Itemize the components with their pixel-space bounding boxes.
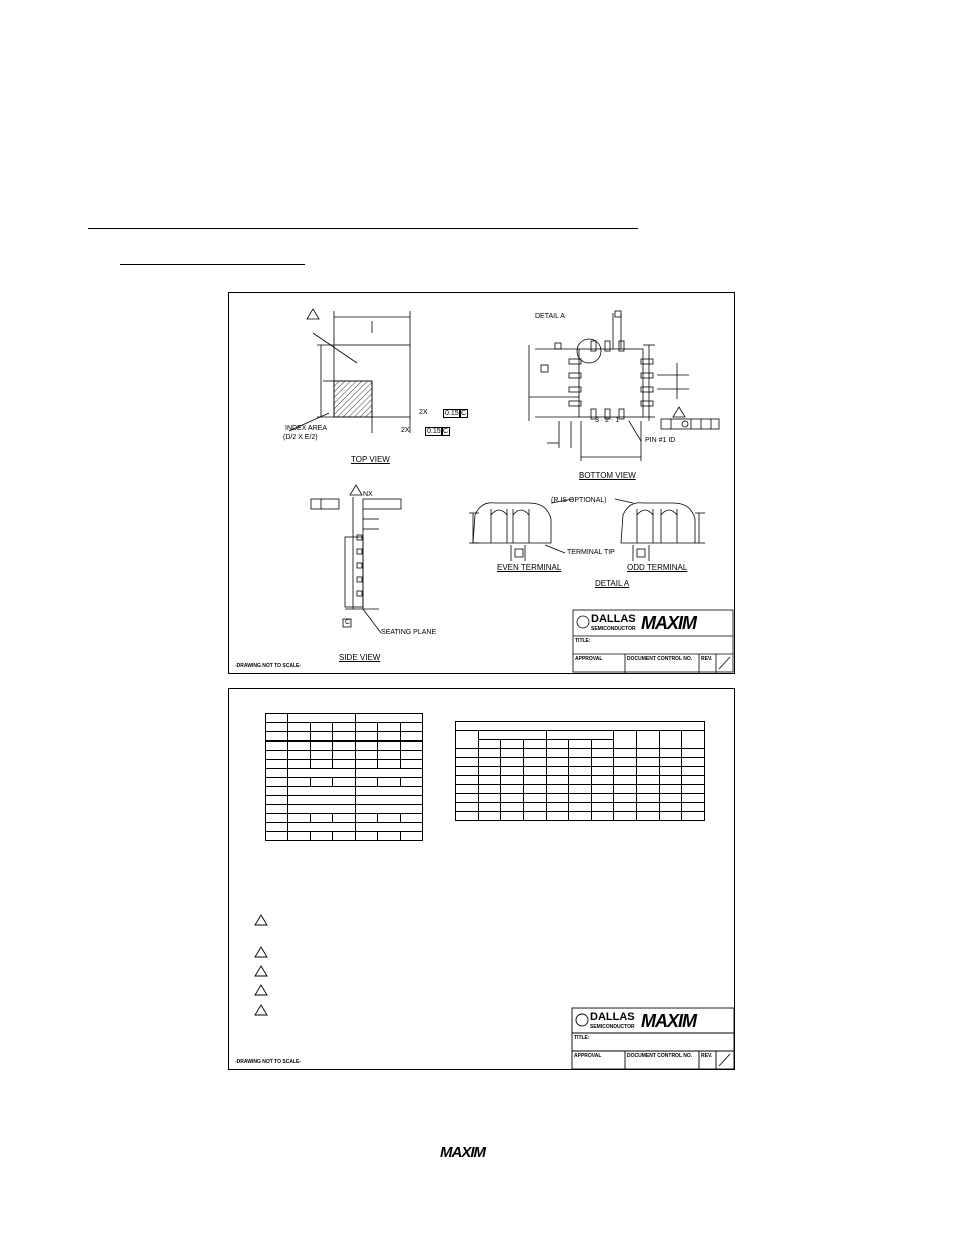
footer-maxim-logo: MAXIM [440, 1144, 485, 1161]
note-triangle-1 [255, 915, 267, 925]
drawing-note: -DRAWING NOT TO SCALE- [235, 663, 302, 669]
tol-1-prefix: 2X [419, 409, 428, 416]
tol-1-datum: C [461, 410, 467, 417]
tol-2-prefix: 2X [401, 427, 410, 434]
tol-2-value: 0.15 [427, 428, 441, 435]
side-view-label: SIDE VIEW [339, 653, 381, 662]
document-control-label: DOCUMENT CONTROL NO. [627, 656, 693, 662]
seating-plane-label: SEATING PLANE [381, 629, 437, 636]
even-terminal-label: EVEN TERMINAL [497, 563, 562, 572]
detail-a-callout: DETAIL A [535, 313, 565, 320]
dallas-logo-text-2: DALLAS [590, 1011, 635, 1023]
terminal-tip-label: TERMINAL TIP [567, 549, 615, 556]
rev-field-label-2: REV. [701, 1053, 713, 1059]
semiconductor-text: SEMICONDUCTOR [591, 626, 636, 632]
document-control-label-2: DOCUMENT CONTROL NO. [627, 1053, 693, 1059]
odd-terminal-label: ODD TERMINAL [627, 563, 688, 572]
pin-numbers: 3 · 2 · 1 [595, 417, 620, 424]
package-outline-drawing [228, 292, 735, 674]
note-triangle-2 [255, 947, 267, 957]
approval-field-label: APPROVAL [575, 656, 603, 662]
note-triangle-3 [255, 966, 267, 976]
index-area-label: INDEX AREA [285, 425, 328, 432]
side-nx-label: NX [363, 491, 373, 498]
bottom-view-label: BOTTOM VIEW [579, 471, 636, 480]
r-optional-label: (R IS OPTIONAL) [551, 497, 607, 504]
dimension-tables-drawing [228, 688, 735, 1070]
note-triangle-5 [255, 1005, 267, 1015]
title-field-label: TITLE: [575, 638, 591, 644]
header-rule-short [120, 264, 305, 265]
drawing-note-2: -DRAWING NOT TO SCALE- [235, 1059, 302, 1065]
header-rule-long [88, 228, 638, 229]
detail-a-label: DETAIL A [595, 579, 630, 588]
title-field-label-2: TITLE: [574, 1035, 590, 1041]
index-area-formula: (D/2 X E/2) [283, 434, 318, 441]
maxim-logo: MAXIM [641, 613, 696, 633]
side-view-body [345, 537, 363, 607]
note-triangle-4 [255, 985, 267, 995]
tol-1-value: 0.15 [445, 410, 459, 417]
top-view-label: TOP VIEW [351, 455, 390, 464]
bottom-view-body [579, 349, 643, 417]
index-area-hatch [334, 381, 372, 417]
maxim-logo-2: MAXIM [641, 1011, 696, 1031]
rev-field-label: REV. [701, 656, 713, 662]
pin1-id-label: PIN #1 ID [645, 437, 676, 444]
seating-datum: C [345, 619, 351, 626]
approval-field-label-2: APPROVAL [574, 1053, 602, 1059]
semiconductor-text-2: SEMICONDUCTOR [590, 1024, 635, 1030]
dallas-logo-text: DALLAS [591, 613, 636, 625]
tol-2-datum: C [443, 428, 449, 435]
